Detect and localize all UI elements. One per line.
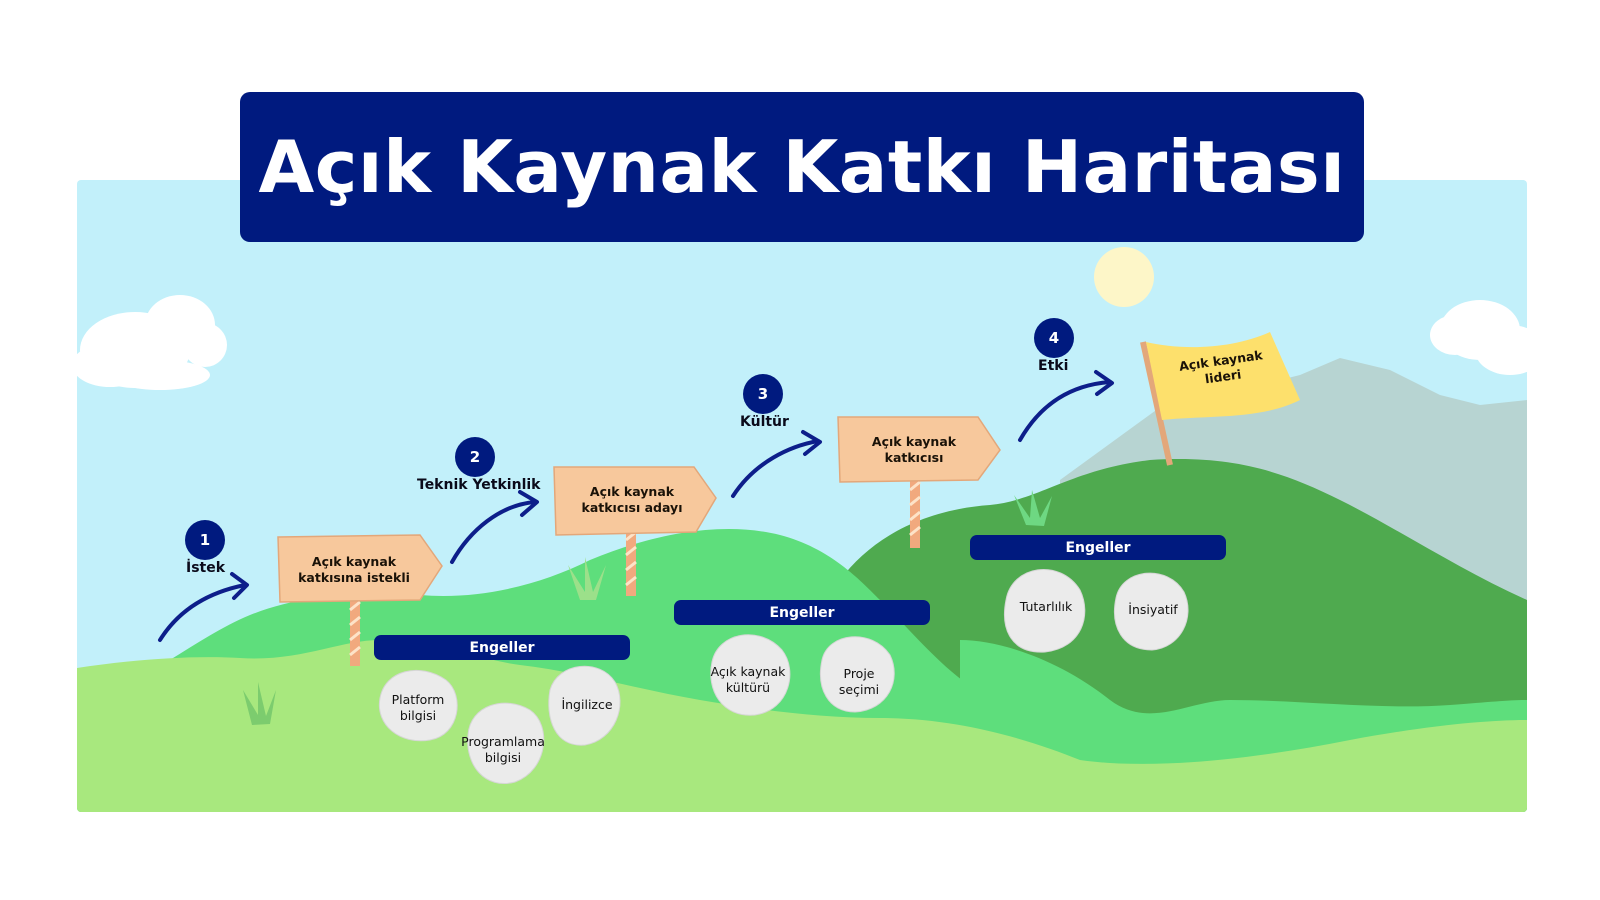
sign-text-3: Açık kaynak katkıcısı <box>871 434 957 465</box>
obstacle-item: Proje seçimi <box>838 666 880 697</box>
obstacle-item: İnsiyatif <box>1128 602 1178 617</box>
page-title: Açık Kaynak Katkı Haritası <box>258 125 1346 209</box>
step-label-2: Teknik Yetkinlik <box>417 477 541 493</box>
sun-icon <box>1094 247 1154 307</box>
obstacles-bar-3: Engeller <box>970 535 1226 560</box>
obstacle-item: Tutarlılık <box>1019 599 1073 614</box>
step-number-1: 1 <box>185 520 225 560</box>
sign-text-2: Açık kaynak katkıcısı adayı <box>581 484 683 515</box>
obstacles-bar-1: Engeller <box>374 635 630 660</box>
step-label-3: Kültür <box>740 414 789 430</box>
flag-text: Açık kaynak lideri <box>1178 347 1264 387</box>
step-number-2: 2 <box>455 437 495 477</box>
step-label-4: Etki <box>1038 358 1069 374</box>
sign-text-1: Açık kaynak katkısına istekli <box>298 554 410 585</box>
step-number-4: 4 <box>1034 318 1074 358</box>
obstacle-item: Platform bilgisi <box>391 692 445 723</box>
step-label-1: İstek <box>186 560 226 576</box>
obstacle-item: Açık kaynak kültürü <box>710 664 786 695</box>
obstacle-item: İngilizce <box>561 697 613 712</box>
title-banner <box>240 92 1364 242</box>
obstacles-bar-2: Engeller <box>674 600 930 625</box>
step-number-3: 3 <box>743 374 783 414</box>
obstacle-item: Programlama bilgisi <box>461 734 545 765</box>
